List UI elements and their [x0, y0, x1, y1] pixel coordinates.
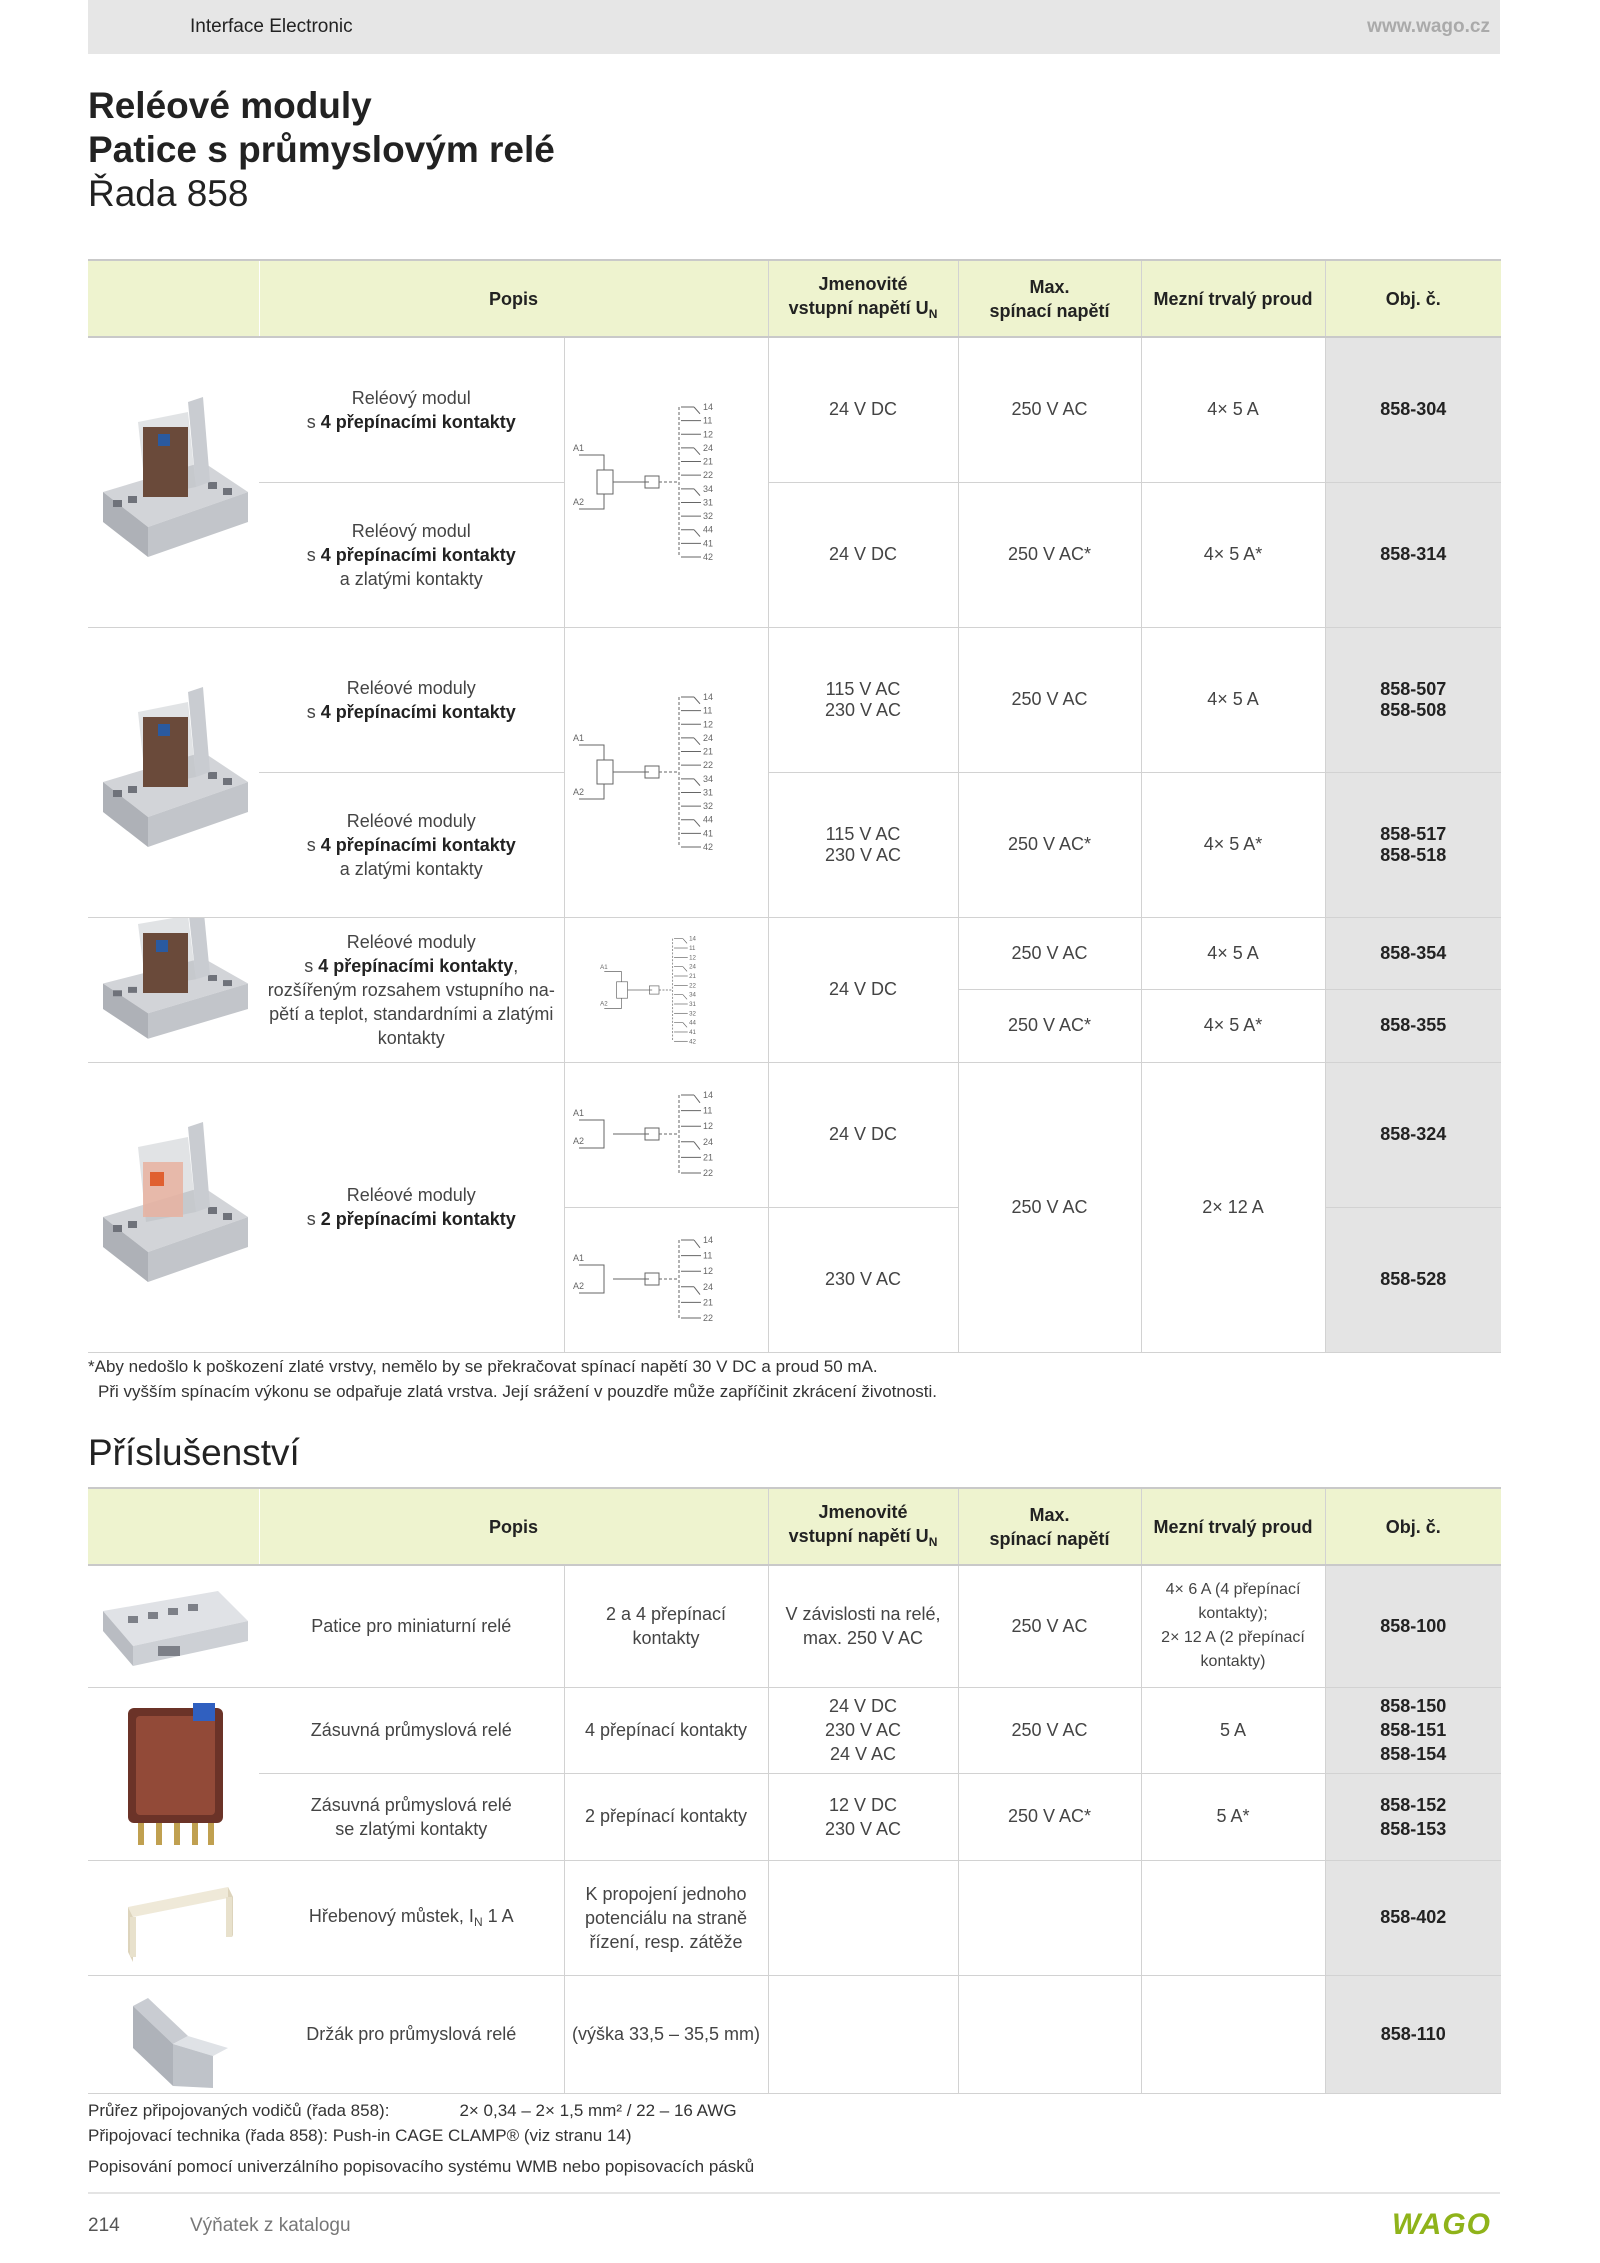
terminal-pin-label: 42 — [702, 842, 713, 852]
voltage-cell: 115 V AC 230 V AC — [768, 772, 958, 917]
product-description: Reléové moduly s 2 přepínacími kontakty — [259, 1062, 564, 1352]
terminal-pin-label: 11 — [688, 944, 695, 952]
terminal-pin-label: 34 — [702, 484, 713, 495]
terminal-a1-label: A1 — [572, 443, 584, 454]
header-url[interactable]: www.wago.cz — [1367, 16, 1490, 37]
socket-image — [88, 1565, 259, 1687]
terminal-pin-label: 11 — [702, 1250, 712, 1261]
wiring-diagram-4co — [564, 337, 768, 627]
title-line-1: Reléové moduly — [88, 85, 372, 126]
order-number[interactable]: 858-152 858-153 — [1325, 1774, 1501, 1861]
voltage-cell: 230 V AC — [768, 1207, 958, 1352]
table-row — [88, 1062, 1501, 1207]
product-description: Reléové moduly s 4 přepínacími kontakty, rozšířeným rozsahem vstupního na- pětí a teplot, standardními a zlatými kontakty — [259, 917, 564, 1062]
terminal-a1-label: A1 — [572, 1252, 584, 1263]
product-description: Reléový modul s 4 přepínacími kontakty a zlatými kontakty — [259, 482, 564, 627]
terminal-pin-label: 41 — [702, 538, 713, 549]
terminal-pin-label: 14 — [702, 1089, 713, 1100]
current-cell: 4× 5 A — [1141, 917, 1325, 990]
current-cell: 5 A — [1141, 1687, 1325, 1774]
terminal-pin-label: 24 — [688, 963, 696, 971]
wire-cross-section-note: Průřez připojovaných vodičů (řada 858): 2× 0,34 – 2× 1,5 mm² / 22 – 16 AWG — [88, 2101, 737, 2120]
industrial-relay-image — [88, 1687, 259, 1860]
table-row — [88, 917, 1501, 990]
switch-voltage-cell: 250 V AC — [958, 627, 1141, 772]
terminal-pin-label: 21 — [702, 1151, 713, 1162]
terminal-a2-label: A2 — [572, 1135, 584, 1146]
header-current: Mezní trvalý proud — [1141, 260, 1325, 337]
voltage-cell: V závislosti na relé, max. 250 V AC — [768, 1565, 958, 1687]
relay-module-image — [88, 917, 259, 1062]
accessory-name: Hřebenový můstek, $I_N$ 1 A — [259, 1860, 564, 1975]
switch-voltage-cell: 250 V AC — [958, 917, 1141, 990]
current-cell: 2× 12 A — [1141, 1062, 1325, 1352]
terminal-pin-label: 42 — [702, 552, 713, 563]
relay-module-image — [88, 627, 259, 917]
wiring-diagram-2co-dc — [564, 1062, 768, 1207]
current-cell: 4× 6 A (4 přepínací kontakty); 2× 12 A (2 přepínací kontakty) — [1141, 1565, 1325, 1687]
table-row — [88, 1975, 1501, 2093]
table-row — [88, 772, 1501, 917]
voltage-cell: 12 V DC 230 V AC — [768, 1774, 958, 1861]
terminal-pin-label: 44 — [688, 1019, 696, 1027]
switch-voltage-cell: 250 V AC* — [958, 482, 1141, 627]
terminal-pin-label: 24 — [702, 1136, 713, 1147]
table-row — [88, 1687, 1501, 1774]
header-switch-voltage: Max. spínací napětí — [958, 1488, 1141, 1565]
terminal-pin-label: 12 — [688, 953, 696, 961]
order-number[interactable]: 858-507 858-508 — [1325, 627, 1501, 772]
switch-voltage-cell: 250 V AC — [958, 1687, 1141, 1774]
terminal-pin-label: 11 — [702, 705, 712, 716]
order-number[interactable]: 858-100 — [1325, 1565, 1501, 1687]
terminal-pin-label: 12 — [702, 719, 713, 730]
current-cell: 4× 5 A* — [1141, 482, 1325, 627]
relay-module-image — [88, 1062, 259, 1352]
terminal-pin-label: 22 — [702, 1167, 713, 1178]
wiring-diagram-svg — [569, 1085, 749, 1185]
switch-voltage-cell — [958, 1860, 1141, 1975]
terminal-pin-label: 24 — [702, 443, 713, 454]
table-row — [88, 627, 1501, 772]
wago-logo: WAGO — [1392, 2208, 1491, 2241]
accessory-name: Zásuvná průmyslová relé se zlatými kontakty — [259, 1774, 564, 1861]
section-title: Příslušenství — [88, 1432, 300, 1473]
terminal-a1-label: A1 — [572, 733, 584, 743]
table-row — [88, 1860, 1501, 1975]
terminal-pin-label: 32 — [688, 1009, 696, 1017]
switch-voltage-cell: 250 V AC — [958, 1062, 1141, 1352]
order-number[interactable]: 858-304 — [1325, 337, 1501, 482]
wiring-diagram-svg — [569, 387, 749, 577]
voltage-cell: 24 V DC 230 V AC 24 V AC — [768, 1687, 958, 1774]
accessory-spec: (výška 33,5 – 35,5 mm) — [564, 1975, 768, 2093]
terminal-pin-label: 11 — [702, 1105, 712, 1116]
switch-voltage-cell — [958, 1975, 1141, 2093]
terminal-a2-label: A2 — [599, 1000, 608, 1008]
switch-voltage-cell: 250 V AC — [958, 1565, 1141, 1687]
wiring-diagram-4co-small — [564, 917, 768, 1062]
voltage-cell: 24 V DC — [768, 917, 958, 1062]
order-number[interactable]: 858-354 — [1325, 917, 1501, 990]
header-current: Mezní trvalý proud — [1141, 1488, 1325, 1565]
terminal-pin-label: 22 — [702, 470, 713, 481]
order-number[interactable]: 858-314 — [1325, 482, 1501, 627]
current-cell: 5 A* — [1141, 1774, 1325, 1861]
product-description: Reléový modul s 4 přepínacími kontakty — [259, 337, 564, 482]
terminal-pin-label: 21 — [688, 972, 696, 980]
terminal-pin-label: 21 — [702, 456, 713, 467]
terminal-pin-label: 31 — [702, 787, 713, 798]
header-switch-voltage: Max. spínací napětí — [958, 260, 1141, 337]
terminal-pin-label: 21 — [702, 746, 713, 757]
catalog-label: Výňatek z katalogu — [190, 2215, 351, 2236]
terminal-pin-label: 24 — [702, 1281, 713, 1292]
header-description: Popis — [259, 260, 768, 337]
terminal-pin-label: 31 — [702, 497, 713, 508]
wiring-diagram-svg — [569, 1230, 749, 1330]
table-row — [88, 1565, 1501, 1687]
terminal-pin-label: 41 — [688, 1028, 696, 1036]
terminal-a1-label: A1 — [572, 1107, 584, 1118]
product-description: Reléové moduly s 4 přepínacími kontakty — [259, 627, 564, 772]
comb-bridge-image — [88, 1860, 259, 1975]
voltage-cell — [768, 1860, 958, 1975]
terminal-a1-label: A1 — [599, 963, 608, 971]
header-description: Popis — [259, 1488, 768, 1565]
terminal-a2-label: A2 — [572, 497, 584, 508]
accessory-name: Zásuvná průmyslová relé — [259, 1687, 564, 1774]
current-cell — [1141, 1860, 1325, 1975]
voltage-cell: 24 V DC — [768, 482, 958, 627]
terminal-pin-label: 44 — [702, 524, 713, 535]
voltage-cell: 24 V DC — [768, 1062, 958, 1207]
connection-technology-note: Připojovací technika (řada 858): Push-in CAGE CLAMP® (viz stranu 14) — [88, 2126, 632, 2145]
terminal-pin-label: 32 — [702, 511, 713, 522]
current-cell — [1141, 1975, 1325, 2093]
terminal-pin-label: 14 — [688, 935, 696, 943]
accessory-spec: 4 přepínací kontakty — [564, 1687, 768, 1774]
title-line-2: Patice s průmyslovým relé — [88, 129, 555, 170]
table-row — [88, 1774, 1501, 1861]
current-cell: 4× 5 A* — [1141, 990, 1325, 1063]
terminal-pin-label: 12 — [702, 1265, 713, 1276]
order-number[interactable]: 858-110 — [1325, 1975, 1501, 2093]
table-header-row — [88, 1488, 1501, 1565]
terminal-pin-label: 21 — [702, 1296, 713, 1307]
switch-voltage-cell: 250 V AC* — [958, 772, 1141, 917]
terminal-pin-label: 24 — [702, 732, 713, 743]
current-cell: 4× 5 A — [1141, 627, 1325, 772]
wiring-diagram-svg — [569, 677, 749, 867]
title-line-3: Řada 858 — [88, 173, 249, 214]
product-description: Reléové moduly s 4 přepínacími kontakty a zlatými kontakty — [259, 772, 564, 917]
order-number[interactable]: 858-150 858-151 858-154 — [1325, 1687, 1501, 1774]
order-number[interactable]: 858-517 858-518 — [1325, 772, 1501, 917]
technical-notes — [88, 2098, 754, 2179]
terminal-a2-label: A2 — [572, 787, 584, 797]
switch-voltage-cell: 250 V AC* — [958, 990, 1141, 1063]
header-bar — [88, 0, 1500, 54]
footnote-line-1: *Aby nedošlo k poškození zlaté vrstvy, nemělo by se překračovat spínací napětí 30 V DC a proud 50 mA. — [88, 1357, 878, 1376]
terminal-pin-label: 34 — [688, 991, 696, 999]
wiring-diagram-svg — [569, 925, 749, 1055]
terminal-pin-label: 11 — [702, 415, 712, 426]
header-voltage: Jmenovité vstupní napětí $U_N$ — [768, 1488, 958, 1565]
terminal-pin-label: 22 — [702, 1312, 713, 1323]
header-image-cell — [88, 260, 259, 337]
footer-divider — [88, 2192, 1500, 2194]
wiring-diagram-4co — [564, 627, 768, 917]
wiring-diagram-2co-ac — [564, 1207, 768, 1352]
footnote-line-2: Při vyšším spínacím výkonu se odpařuje zlatá vrstva. Její srážení v pouzdře může zapříčinit zkrácení životnosti. — [98, 1382, 938, 1401]
relay-module-image — [88, 337, 259, 627]
accessory-spec: K propojení jednoho potenciálu na straně řízení, resp. zátěže — [564, 1860, 768, 1975]
order-number[interactable]: 858-402 — [1325, 1860, 1501, 1975]
header-order: Obj. č. — [1325, 1488, 1501, 1565]
header-image-cell — [88, 1488, 259, 1565]
terminal-pin-label: 22 — [688, 981, 696, 989]
table-header-row — [88, 260, 1501, 337]
order-number[interactable]: 858-355 — [1325, 990, 1501, 1063]
current-cell: 4× 5 A* — [1141, 772, 1325, 917]
terminal-pin-label: 14 — [702, 1234, 713, 1245]
voltage-cell — [768, 1975, 958, 2093]
header-section: Interface Electronic — [190, 16, 353, 37]
accessory-spec: 2 a 4 přepínací kontakty — [564, 1565, 768, 1687]
page-number: 214 — [88, 2215, 120, 2236]
table-row — [88, 337, 1501, 482]
accessory-name: Patice pro miniaturní relé — [259, 1565, 564, 1687]
header-voltage: Jmenovité vstupní napětí $U_N$ — [768, 260, 958, 337]
page-title — [88, 84, 555, 216]
accessories-table — [88, 1487, 1501, 2094]
terminal-pin-label: 14 — [702, 692, 713, 702]
switch-voltage-cell: 250 V AC* — [958, 1774, 1141, 1861]
table-row — [88, 482, 1501, 627]
order-number[interactable]: 858-324 — [1325, 1062, 1501, 1207]
accessory-spec: 2 přepínací kontakty — [564, 1774, 768, 1861]
terminal-pin-label: 34 — [702, 773, 713, 784]
terminal-pin-label: 42 — [688, 1037, 696, 1045]
terminal-pin-label: 12 — [702, 429, 713, 440]
terminal-pin-label: 32 — [702, 801, 713, 812]
terminal-pin-label: 22 — [702, 760, 713, 771]
current-cell: 4× 5 A — [1141, 337, 1325, 482]
accessory-name: Držák pro průmyslová relé — [259, 1975, 564, 2093]
voltage-cell: 115 V AC 230 V AC — [768, 627, 958, 772]
relay-holder-image — [88, 1975, 259, 2093]
terminal-pin-label: 44 — [702, 814, 713, 825]
header-order: Obj. č. — [1325, 260, 1501, 337]
terminal-pin-label: 41 — [702, 828, 713, 839]
switch-voltage-cell: 250 V AC — [958, 337, 1141, 482]
marking-note: Popisování pomocí univerzálního popisovacího systému WMB nebo popisovacích pásků — [88, 2157, 755, 2176]
terminal-pin-label: 12 — [702, 1120, 713, 1131]
terminal-pin-label: 14 — [702, 402, 713, 413]
relay-modules-table — [88, 259, 1501, 1353]
footnote — [88, 1354, 937, 1404]
terminal-a2-label: A2 — [572, 1280, 584, 1291]
terminal-pin-label: 31 — [688, 1000, 696, 1008]
voltage-cell: 24 V DC — [768, 337, 958, 482]
order-number[interactable]: 858-528 — [1325, 1207, 1501, 1352]
